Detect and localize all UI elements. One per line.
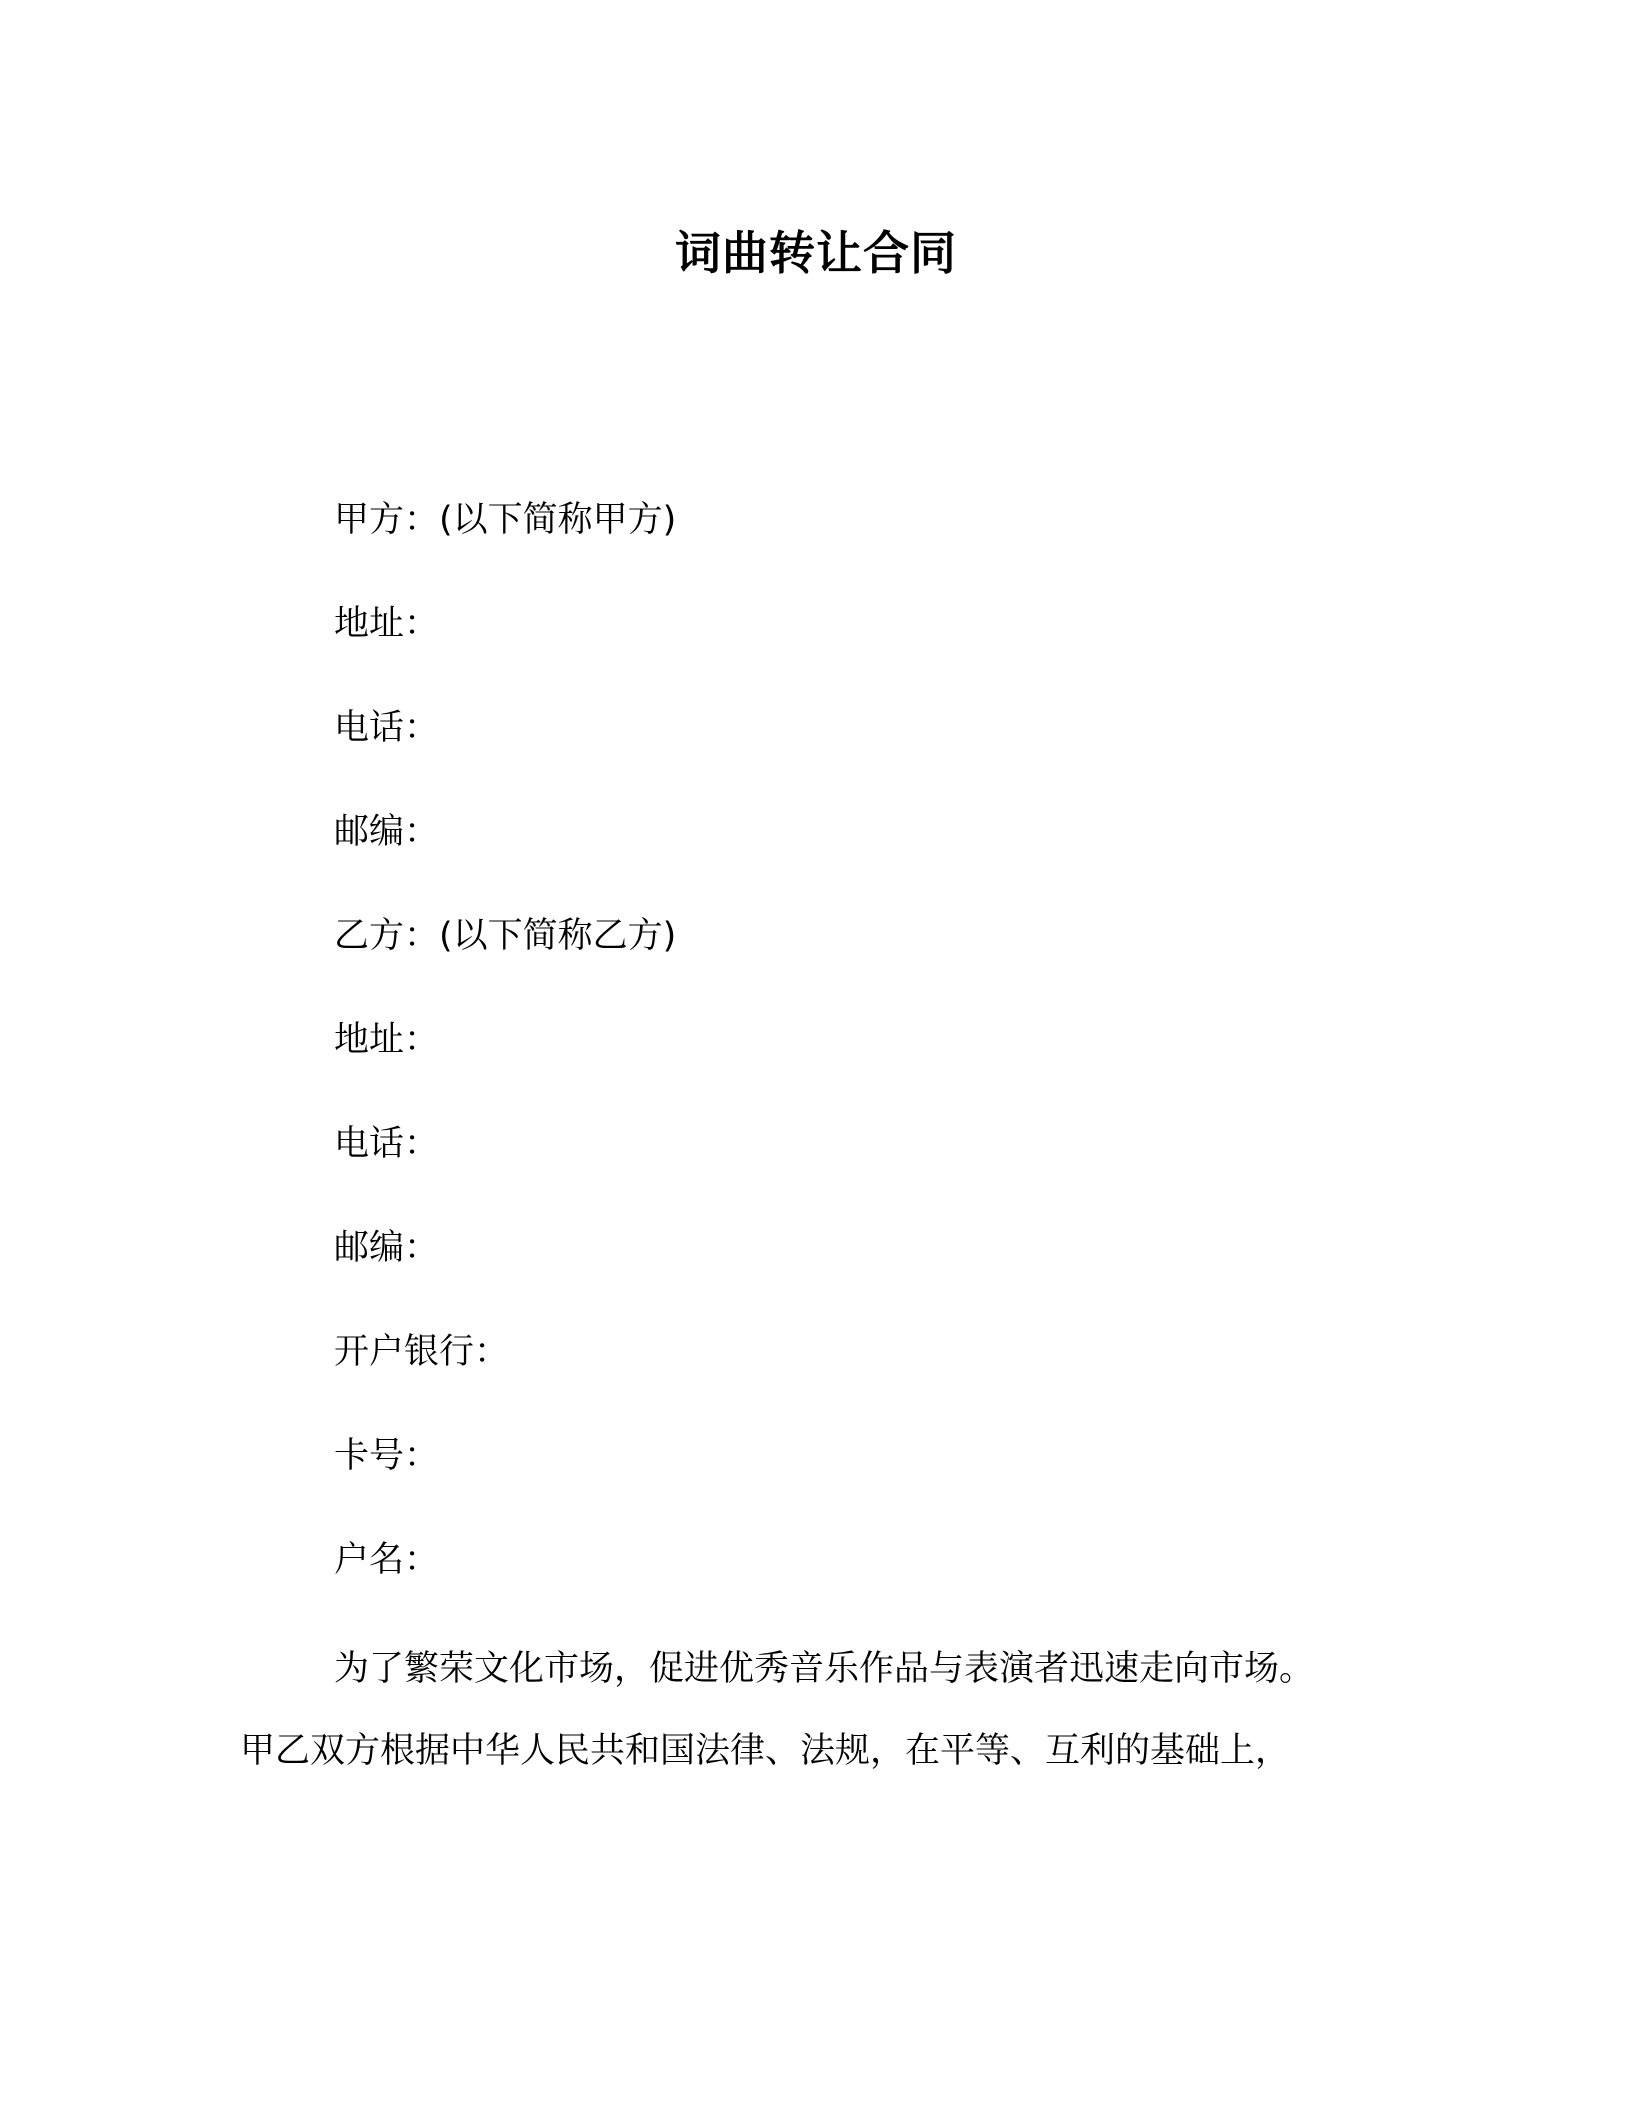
party-b-phone-line: 电话： — [334, 1124, 440, 1164]
party-info-list — [334, 490, 1434, 1634]
party-a-address-line: 地址： — [334, 604, 440, 644]
party-a-line: 甲方：(以下简称甲方) — [334, 500, 677, 540]
account-name-line: 户名： — [334, 1540, 440, 1580]
party-a-phone-line: 电话： — [334, 708, 440, 748]
bank-name-line: 开户银行： — [334, 1332, 510, 1372]
party-b-address-line: 地址： — [334, 1020, 440, 1060]
paragraph-line: 甲乙双方根据中华人民共和国法律、法规，在平等、互利的基础上， — [240, 1731, 1291, 1771]
party-b-postcode-line: 邮编： — [334, 1228, 440, 1268]
party-b-line: 乙方：(以下简称乙方) — [334, 916, 677, 956]
party-a-postcode-line: 邮编： — [334, 812, 440, 852]
intro-paragraph — [240, 1628, 1390, 1792]
document-title: 词曲转让合同 — [675, 226, 957, 280]
paragraph-line: 为了繁荣文化市场，促进优秀音乐作品与表演者迅速走向市场。 — [334, 1649, 1315, 1689]
card-number-line: 卡号： — [334, 1436, 440, 1476]
